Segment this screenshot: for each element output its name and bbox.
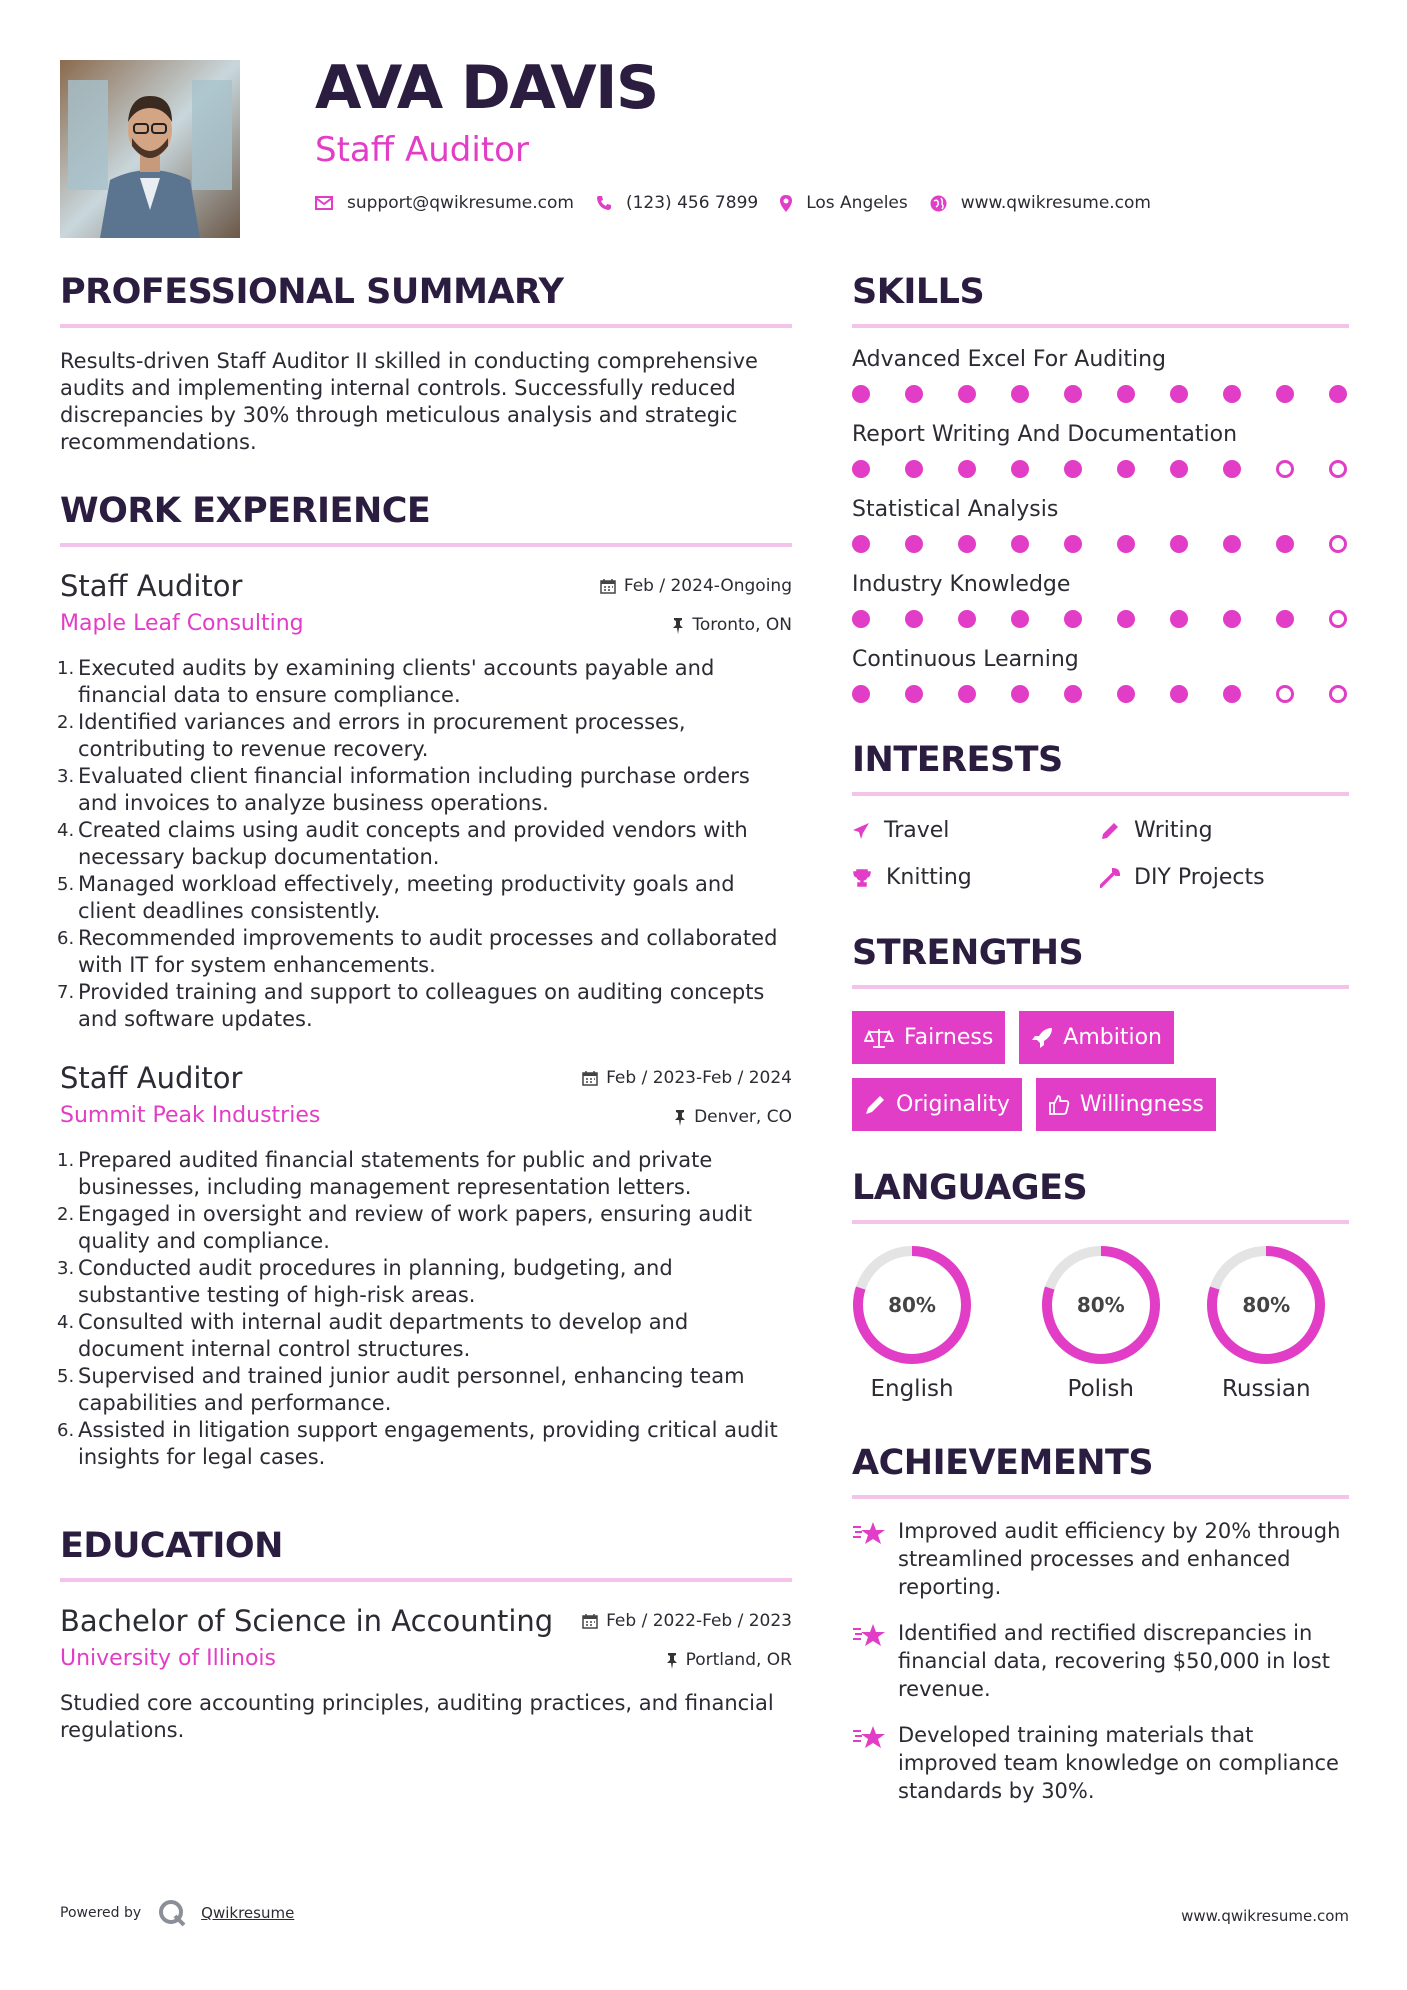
pencil-icon xyxy=(864,1094,886,1116)
achievements-section xyxy=(852,1443,1349,1805)
skill-item xyxy=(852,646,1349,703)
rating-dot-filled xyxy=(852,685,870,703)
list-item: 2. Identified variances and errors in procurement processes, contributing to revenue recovery. xyxy=(57,710,686,761)
list-item: 1. Executed audits by examining clients' accounts payable and financial data to ensure compliance. xyxy=(57,656,715,707)
language-name: Russian xyxy=(1221,1376,1311,1402)
education-heading: EDUCATION xyxy=(60,1529,792,1582)
skill-name: Statistical Analysis xyxy=(852,497,1059,522)
list-item: 5. Supervised and trained junior audit personnel, enhancing team capabilities and performance. xyxy=(57,1364,745,1415)
rating-dot-filled xyxy=(1064,460,1082,478)
achievement-item: Identified and rectified discrepancies in financial data, recovering $50,000 in lost revenue. xyxy=(852,1619,1349,1703)
list-item: 6. Recommended improvements to audit processes and collaborated with IT for system enhancements. xyxy=(57,926,778,977)
job-title: Staff Auditor xyxy=(60,569,243,603)
rating-dot-filled xyxy=(905,385,923,403)
candidate-name: AVA DAVIS xyxy=(315,53,658,123)
list-item: 7. Provided training and support to colleagues on auditing concepts and software updates. xyxy=(57,980,765,1031)
skills-list xyxy=(852,346,1349,703)
interest-item: Writing xyxy=(1100,818,1348,843)
skill-item xyxy=(852,571,1349,628)
pin-icon xyxy=(672,617,684,634)
language-percent: 80% xyxy=(1076,1293,1125,1317)
thumbs-up-icon xyxy=(1048,1094,1070,1116)
rating-dot-filled xyxy=(905,535,923,553)
strengths-section xyxy=(852,933,1349,1131)
rating-dot-filled xyxy=(852,535,870,553)
rating-dot-filled xyxy=(905,610,923,628)
summary-section xyxy=(60,272,792,456)
brand-link[interactable]: Qwikresume xyxy=(201,1904,295,1922)
job-location xyxy=(672,615,792,635)
job-date-text: Feb / 2024-Ongoing xyxy=(623,576,792,596)
pin-icon xyxy=(674,1109,686,1126)
rating-dot-filled xyxy=(1064,385,1082,403)
job-duties-list xyxy=(57,655,792,1033)
education-date xyxy=(582,1611,792,1631)
strengths-heading: STRENGTHS xyxy=(852,936,1349,989)
footer-website[interactable]: www.qwikresume.com xyxy=(1181,1907,1349,1925)
skill-rating xyxy=(852,535,1349,553)
email-text: support@qwikresume.com xyxy=(347,193,574,213)
rating-dot-filled xyxy=(958,460,976,478)
education-section xyxy=(60,1526,792,1744)
rating-dot-filled xyxy=(1064,535,1082,553)
education-location xyxy=(666,1650,792,1670)
footer-branding xyxy=(60,1898,294,1928)
list-item: 6. Assisted in litigation support engagements, providing critical audit insights for legal cases. xyxy=(57,1418,778,1469)
job-date xyxy=(582,1068,792,1088)
shooting-star-icon xyxy=(852,1621,886,1649)
rating-dot-filled xyxy=(1223,685,1241,703)
wrench-icon xyxy=(1100,868,1120,888)
rating-dot-filled xyxy=(1117,535,1135,553)
skill-rating xyxy=(852,610,1349,628)
list-item: 5. Managed workload effectively, meeting productivity goals and client deadlines consistently. xyxy=(57,872,735,923)
rating-dot-filled xyxy=(905,685,923,703)
job-date-text: Feb / 2023-Feb / 2024 xyxy=(606,1068,792,1088)
job-title: Staff Auditor xyxy=(60,1061,243,1095)
skill-item xyxy=(852,496,1349,553)
skill-name: Advanced Excel For Auditing xyxy=(852,347,1167,372)
rating-dot-empty xyxy=(1276,460,1294,478)
skill-rating xyxy=(852,685,1349,703)
list-item: 2. Engaged in oversight and review of work papers, ensuring audit quality and compliance. xyxy=(57,1202,752,1253)
qwikresume-logo-icon xyxy=(157,1898,187,1928)
summary-heading: PROFESSIONAL SUMMARY xyxy=(60,275,792,328)
interest-item: DIY Projects xyxy=(1100,865,1348,890)
right-column xyxy=(852,272,1349,1805)
shooting-star-icon xyxy=(852,1519,886,1547)
pencil-icon xyxy=(1100,821,1120,841)
list-item: 4. Created claims using audit concepts and provided vendors with necessary backup documentation. xyxy=(57,818,748,869)
rating-dot-filled xyxy=(1329,385,1347,403)
rating-dot-filled xyxy=(905,460,923,478)
languages-list xyxy=(852,1244,1349,1402)
school-name: University of Illinois xyxy=(60,1646,276,1671)
language-name: Polish xyxy=(1067,1376,1134,1402)
rating-dot-empty xyxy=(1329,685,1347,703)
calendar-icon xyxy=(600,578,616,594)
pin-icon xyxy=(666,1652,678,1669)
rating-dot-empty xyxy=(1276,685,1294,703)
powered-by-label: Powered by xyxy=(60,1905,142,1921)
job-company: Maple Leaf Consulting xyxy=(60,611,304,636)
location-text: Los Angeles xyxy=(806,193,908,213)
contact-bar xyxy=(315,193,1173,213)
education-location-text: Portland, OR xyxy=(685,1650,792,1670)
rating-dot-filled xyxy=(1064,685,1082,703)
map-marker-icon xyxy=(780,195,792,212)
job-location-text: Denver, CO xyxy=(694,1107,792,1127)
rating-dot-filled xyxy=(1117,385,1135,403)
rating-dot-filled xyxy=(852,385,870,403)
rating-dot-empty xyxy=(1329,460,1347,478)
rocket-icon xyxy=(1031,1027,1053,1049)
list-item: 3. Conducted audit procedures in planning, budgeting, and substantive testing of high-risk areas. xyxy=(57,1256,673,1307)
interest-item: Knitting xyxy=(852,865,1100,890)
rating-dot-filled xyxy=(1170,685,1188,703)
skill-item xyxy=(852,346,1349,403)
job-entry xyxy=(57,569,792,1033)
rating-dot-filled xyxy=(1011,460,1029,478)
candidate-title: Staff Auditor xyxy=(315,130,529,170)
rating-dot-filled xyxy=(1276,535,1294,553)
profile-photo xyxy=(60,60,240,238)
strength-badge: Ambition xyxy=(1019,1011,1174,1064)
strength-badge: Originality xyxy=(852,1078,1022,1131)
skill-name: Report Writing And Documentation xyxy=(852,422,1238,447)
phone-text: (123) 456 7899 xyxy=(625,193,759,213)
rating-dot-filled xyxy=(958,385,976,403)
summary-text: Results-driven Staff Auditor II skilled in conducting comprehensive audits and implementing internal controls. Successfully reduced discrepancies by 30% through meticulous analysis and strategic recommendations. xyxy=(60,349,758,454)
interests-heading: INTERESTS xyxy=(852,743,1349,796)
globe-icon xyxy=(930,195,947,212)
rating-dot-filled xyxy=(1117,685,1135,703)
language-item xyxy=(1184,1244,1350,1402)
rating-dot-filled xyxy=(1117,610,1135,628)
rating-dot-filled xyxy=(1011,685,1029,703)
rating-dot-filled xyxy=(852,610,870,628)
rating-dot-filled xyxy=(1170,460,1188,478)
phone-icon xyxy=(596,195,612,211)
languages-section xyxy=(852,1168,1349,1402)
job-location-text: Toronto, ON xyxy=(692,615,792,635)
interest-item: Travel xyxy=(852,818,1100,843)
education-description: Studied core accounting principles, auditing practices, and financial regulations. xyxy=(60,1691,774,1742)
rating-dot-filled xyxy=(852,460,870,478)
contact-website[interactable] xyxy=(930,193,1151,213)
rating-dot-filled xyxy=(1011,535,1029,553)
job-date xyxy=(600,576,792,596)
language-ring xyxy=(1205,1244,1327,1366)
shooting-star-icon xyxy=(852,1723,886,1751)
job-duties-list xyxy=(57,1147,792,1471)
calendar-icon xyxy=(582,1070,598,1086)
achievement-item: Developed training materials that improved team knowledge on compliance standards by 30%. xyxy=(852,1721,1349,1805)
achievements-heading: ACHIEVEMENTS xyxy=(852,1446,1349,1499)
job-company: Summit Peak Industries xyxy=(60,1103,321,1128)
strength-badge: Fairness xyxy=(852,1011,1005,1064)
language-percent: 80% xyxy=(888,1293,936,1317)
envelope-icon xyxy=(315,196,333,210)
degree-title: Bachelor of Science in Accounting xyxy=(60,1604,554,1638)
rating-dot-filled xyxy=(1170,610,1188,628)
rating-dot-filled xyxy=(1170,385,1188,403)
language-ring xyxy=(1040,1244,1162,1366)
language-percent: 80% xyxy=(1242,1293,1291,1317)
rating-dot-filled xyxy=(1223,535,1241,553)
balance-scale-icon xyxy=(864,1028,894,1048)
skills-heading: SKILLS xyxy=(852,275,1349,328)
contact-location xyxy=(780,193,908,213)
rating-dot-filled xyxy=(1223,610,1241,628)
contact-phone[interactable] xyxy=(596,193,758,213)
skill-name: Industry Knowledge xyxy=(852,572,1071,597)
list-item: 4. Consulted with internal audit departments to develop and document internal control structures. xyxy=(57,1310,689,1361)
rating-dot-filled xyxy=(1276,610,1294,628)
list-item: 1. Prepared audited financial statements for public and private businesses, including management representation letters. xyxy=(57,1148,713,1199)
rating-dot-filled xyxy=(1223,460,1241,478)
education-entry xyxy=(60,1604,792,1744)
skill-rating xyxy=(852,460,1349,478)
job-location xyxy=(674,1107,792,1127)
rating-dot-filled xyxy=(1117,460,1135,478)
rating-dot-filled xyxy=(1011,610,1029,628)
job-entry xyxy=(57,1061,792,1471)
contact-email[interactable] xyxy=(315,193,574,213)
trophy-icon xyxy=(852,868,872,888)
rating-dot-empty xyxy=(1329,610,1347,628)
left-column xyxy=(57,272,792,1744)
rating-dot-filled xyxy=(958,535,976,553)
rating-dot-filled xyxy=(1223,385,1241,403)
rating-dot-empty xyxy=(1329,535,1347,553)
interests-section xyxy=(852,740,1349,890)
rating-dot-filled xyxy=(958,685,976,703)
rating-dot-filled xyxy=(1011,385,1029,403)
skills-section xyxy=(852,272,1349,703)
rating-dot-filled xyxy=(1170,535,1188,553)
skill-rating xyxy=(852,385,1349,403)
experience-heading: WORK EXPERIENCE xyxy=(60,494,792,547)
education-date-text: Feb / 2022-Feb / 2023 xyxy=(606,1611,792,1631)
rating-dot-filled xyxy=(1276,385,1294,403)
skill-item xyxy=(852,421,1349,478)
achievement-item: Improved audit efficiency by 20% through streamlined processes and enhanced reporting. xyxy=(852,1517,1349,1601)
plane-icon xyxy=(852,822,870,840)
website-text: www.qwikresume.com xyxy=(960,193,1151,213)
language-ring xyxy=(851,1244,973,1366)
language-name: English xyxy=(870,1376,954,1402)
experience-section xyxy=(57,491,792,1471)
rating-dot-filled xyxy=(1064,610,1082,628)
languages-heading: LANGUAGES xyxy=(852,1171,1349,1224)
language-item xyxy=(852,1244,972,1402)
language-item xyxy=(1018,1244,1184,1402)
rating-dot-filled xyxy=(958,610,976,628)
list-item: 3. Evaluated client financial information including purchase orders and invoices to analyze business operations. xyxy=(57,764,750,815)
skill-name: Continuous Learning xyxy=(852,647,1079,672)
strength-badge: Willingness xyxy=(1036,1078,1216,1131)
calendar-icon xyxy=(582,1613,598,1629)
